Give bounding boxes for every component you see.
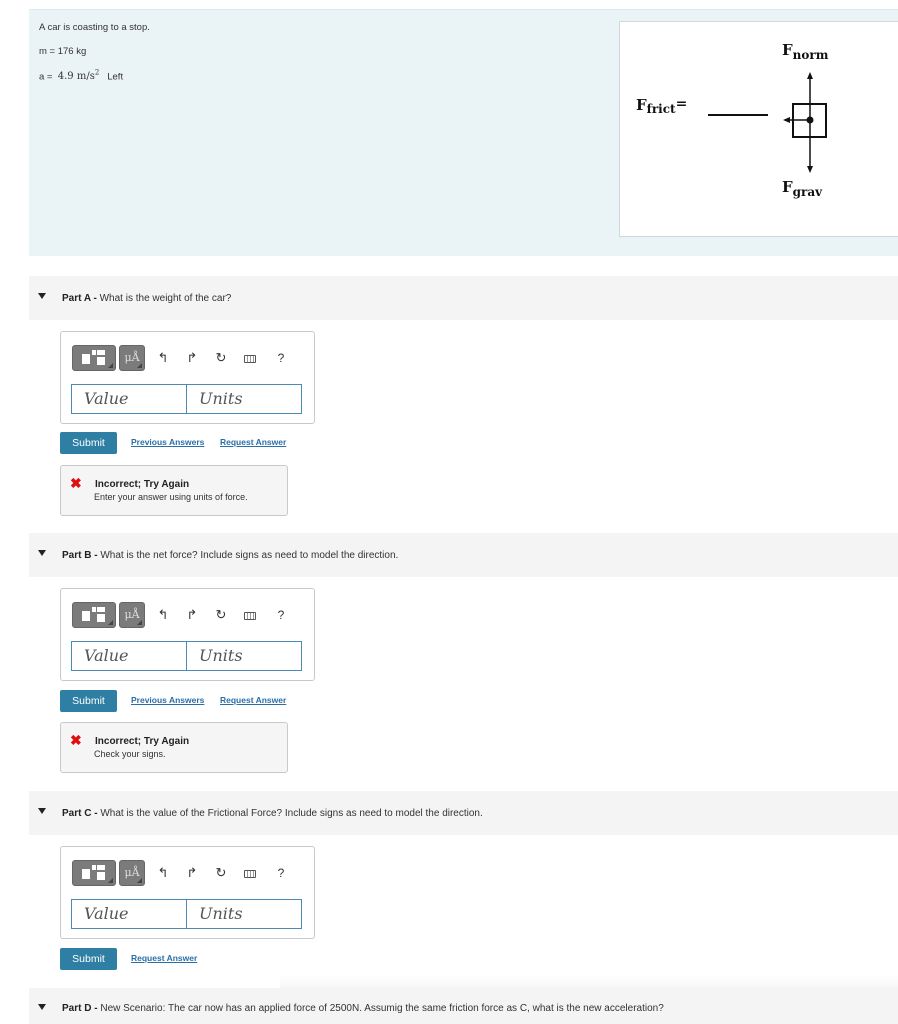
feedback-title: Incorrect; Try Again xyxy=(95,479,190,490)
redo-icon[interactable]: ↱ xyxy=(186,865,198,880)
problem-statement xyxy=(29,9,898,256)
math-toolbar xyxy=(72,602,302,628)
templates-button[interactable] xyxy=(72,602,116,628)
templates-button[interactable] xyxy=(72,345,116,371)
help-icon[interactable]: ? xyxy=(277,608,285,622)
value-input[interactable]: Value xyxy=(71,641,187,671)
mass-given: m = 176 kg xyxy=(39,46,87,57)
units-glyph: μÅ xyxy=(124,608,140,621)
units-glyph: μÅ xyxy=(124,351,140,364)
error-x-icon: ✖ xyxy=(70,732,82,748)
feedback-title: Incorrect; Try Again xyxy=(95,736,190,747)
value-input[interactable]: Value xyxy=(71,384,187,414)
redo-icon[interactable]: ↱ xyxy=(186,350,198,365)
part-c-answer-box xyxy=(60,846,315,939)
collapse-triangle-icon[interactable] xyxy=(38,550,46,556)
templates-button[interactable] xyxy=(72,860,116,886)
f-frict-sub: frict xyxy=(646,102,676,116)
part-a-answer-box xyxy=(60,331,315,424)
problem-text: A car is coasting to a stop. xyxy=(39,22,150,33)
part-c-question-text: What is the value of the Frictional Force? Include signs as need to model the direction. xyxy=(97,807,483,819)
part-b-feedback xyxy=(60,722,288,773)
undo-icon[interactable]: ↰ xyxy=(157,607,169,622)
part-d-label: Part D - xyxy=(62,1002,98,1014)
redo-icon[interactable]: ↱ xyxy=(186,607,198,622)
collapse-triangle-icon[interactable] xyxy=(38,808,46,814)
keyboard-icon[interactable] xyxy=(241,860,259,886)
collapse-triangle-icon[interactable] xyxy=(38,293,46,299)
part-d-header[interactable] xyxy=(29,988,898,1024)
units-input[interactable]: Units xyxy=(186,641,302,671)
f-grav-label: $F_{grav}$ xyxy=(782,178,823,199)
help-icon[interactable]: ? xyxy=(277,351,285,365)
math-toolbar xyxy=(72,345,302,371)
part-a-feedback xyxy=(60,465,288,516)
accel-value xyxy=(58,71,100,82)
units-button[interactable] xyxy=(119,345,145,371)
part-d-question-text: New Scenario: The car now has an applied force of 2500N. Assumig the same friction force as C, what is the new acceleration? xyxy=(97,1002,664,1014)
accel-direction: Left xyxy=(107,71,124,83)
collapse-triangle-icon[interactable] xyxy=(38,1004,46,1010)
part-c-label: Part C - xyxy=(62,807,98,819)
units-button[interactable] xyxy=(119,860,145,886)
part-b-label: Part B - xyxy=(62,549,98,561)
free-body-diagram xyxy=(619,21,898,237)
submit-button[interactable]: Submit xyxy=(60,690,117,712)
error-x-icon: ✖ xyxy=(70,475,82,491)
acceleration-given xyxy=(39,69,123,82)
keyboard-icon[interactable] xyxy=(241,345,259,371)
units-input[interactable]: Units xyxy=(186,899,302,929)
part-b-answer-box xyxy=(60,588,315,681)
submit-button[interactable]: Submit xyxy=(60,948,117,970)
help-icon[interactable]: ? xyxy=(277,866,285,880)
previous-answers-link[interactable]: Previous Answers xyxy=(131,437,205,447)
reset-icon[interactable]: ↻ xyxy=(215,607,227,622)
units-glyph: μÅ xyxy=(124,866,140,879)
units-input[interactable]: Units xyxy=(186,384,302,414)
request-answer-link[interactable]: Request Answer xyxy=(220,695,287,705)
part-a-question-text: What is the weight of the car? xyxy=(96,292,232,304)
f-frict-label: $F_{frict}=$ xyxy=(636,96,688,116)
part-a-header[interactable] xyxy=(29,276,898,320)
math-toolbar xyxy=(72,860,302,886)
f-norm-sub: norm xyxy=(792,48,829,62)
value-input[interactable]: Value xyxy=(71,899,187,929)
feedback-message: Check your signs. xyxy=(94,749,166,759)
undo-icon[interactable]: ↰ xyxy=(157,865,169,880)
feedback-message: Enter your answer using units of force. xyxy=(94,492,248,502)
part-b-question xyxy=(62,550,398,561)
part-a-question xyxy=(62,293,231,304)
previous-answers-link[interactable]: Previous Answers xyxy=(131,695,205,705)
keyboard-icon[interactable] xyxy=(241,602,259,628)
request-answer-link[interactable]: Request Answer xyxy=(131,953,198,963)
part-c-header[interactable] xyxy=(29,791,898,835)
part-d-question xyxy=(62,1003,664,1014)
f-grav-sub: grav xyxy=(792,185,823,199)
part-b-header[interactable] xyxy=(29,533,898,577)
accel-prefix: a = xyxy=(39,71,53,83)
f-norm-label: $F_{norm}$ xyxy=(782,41,829,62)
part-c-question xyxy=(62,808,483,819)
reset-icon[interactable]: ↻ xyxy=(215,865,227,880)
units-button[interactable] xyxy=(119,602,145,628)
submit-button[interactable]: Submit xyxy=(60,432,117,454)
accel-number: 4.9 m/s xyxy=(57,71,95,83)
f-frict-equals: = xyxy=(675,96,688,112)
accel-exponent: 2 xyxy=(94,69,100,77)
part-b-question-text: What is the net force? Include signs as need to model the direction. xyxy=(97,549,399,561)
request-answer-link[interactable]: Request Answer xyxy=(220,437,287,447)
part-a-label: Part A - xyxy=(62,292,97,304)
reset-icon[interactable]: ↻ xyxy=(215,350,227,365)
undo-icon[interactable]: ↰ xyxy=(157,350,169,365)
